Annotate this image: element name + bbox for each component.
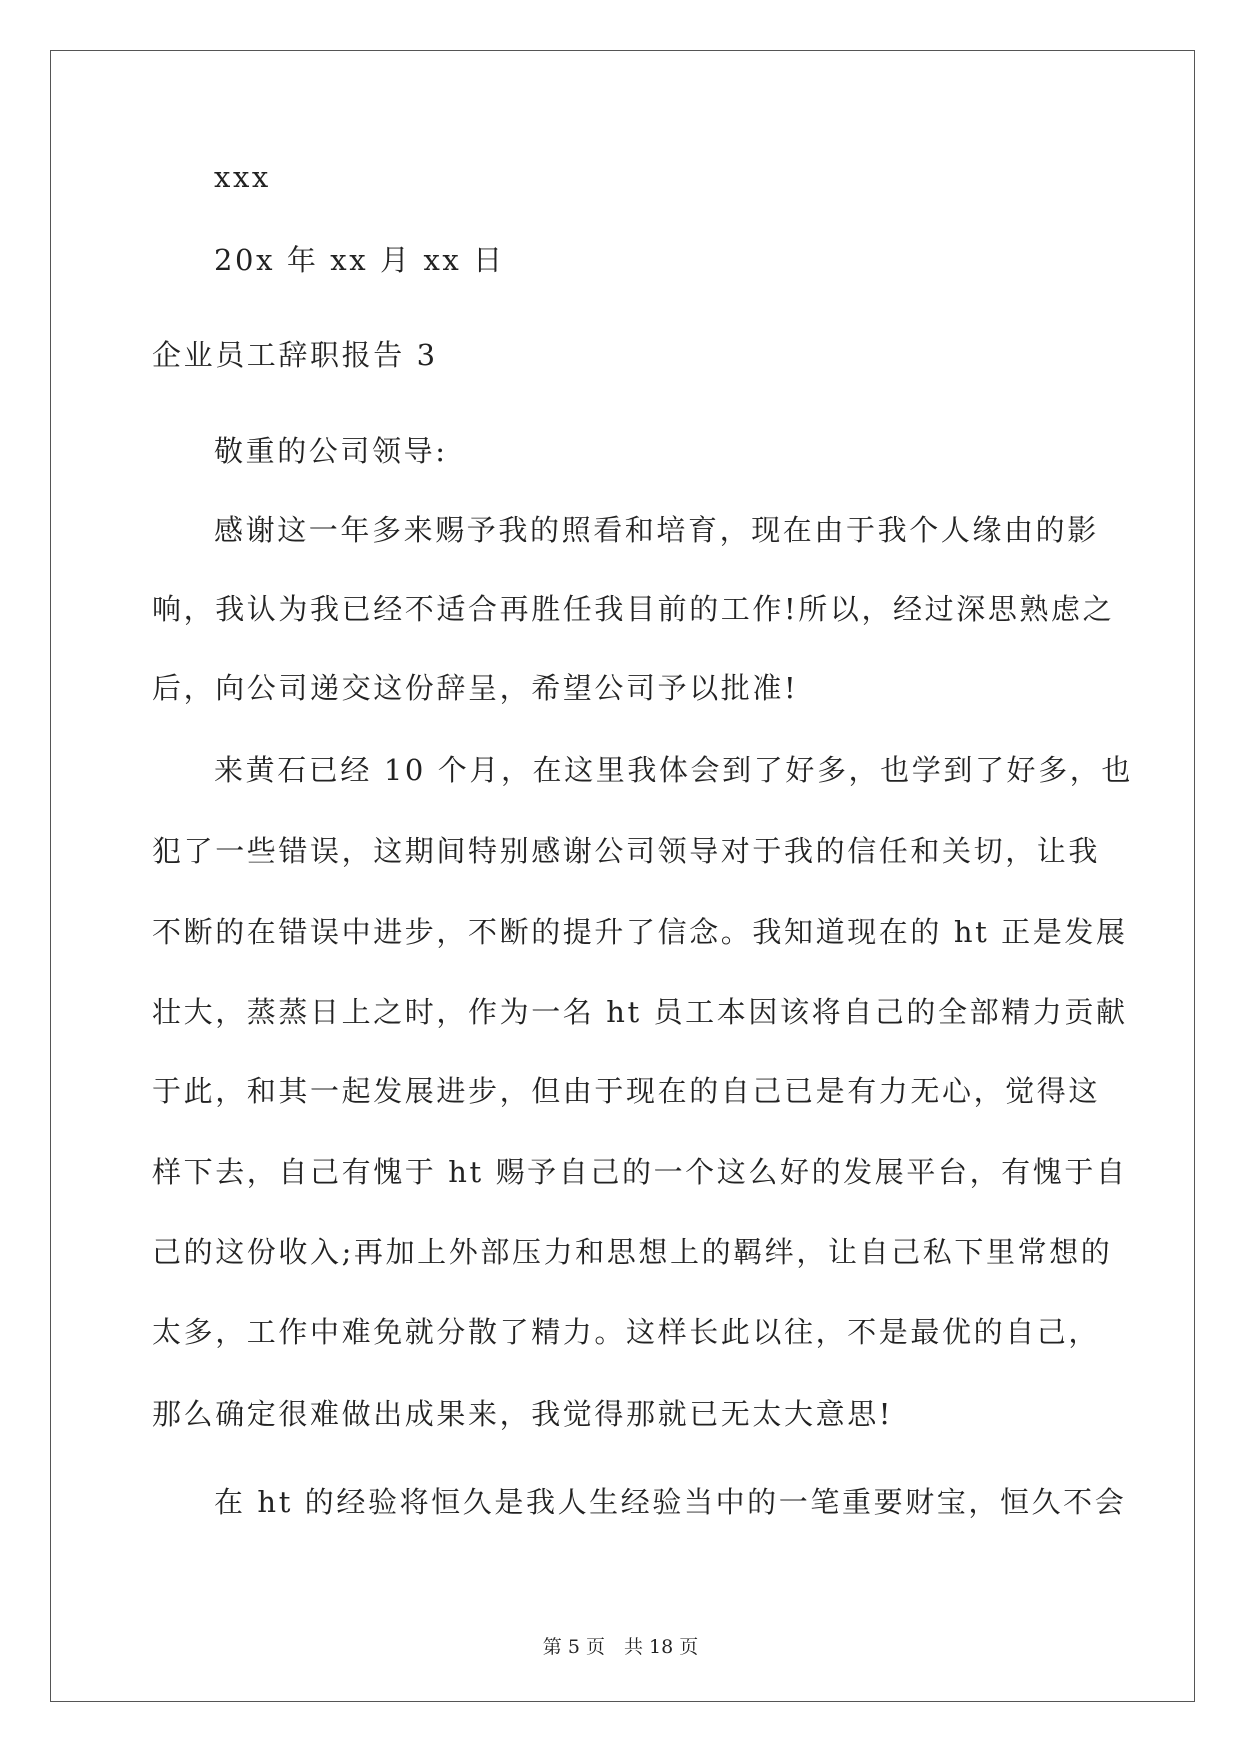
signature-date: 20x 年 xx 月 xx 日: [214, 243, 505, 277]
paragraph-line: 己的这份收入;再加上外部压力和思想上的羁绊，让自己私下里常想的: [152, 1235, 1113, 1269]
paragraph-line: 响，我认为我已经不适合再胜任我目前的工作!所以，经过深思熟虑之: [152, 592, 1115, 626]
page-number: 第 5 页 共 18 页: [542, 1636, 699, 1658]
salutation: 敬重的公司领导:: [214, 434, 448, 468]
paragraph-line: 壮大，蒸蒸日上之时，作为一名 ht 员工本因该将自己的全部精力贡献: [152, 995, 1128, 1029]
paragraph-line: 样下去，自己有愧于 ht 赐予自己的一个这么好的发展平台，有愧于自: [152, 1155, 1128, 1189]
paragraph-line: 不断的在错误中进步，不断的提升了信念。我知道现在的 ht 正是发展: [152, 915, 1128, 949]
page-border: [50, 50, 1195, 1702]
paragraph-line: 来黄石已经 10 个月，在这里我体会到了好多，也学到了好多，也: [214, 753, 1133, 787]
paragraph-line: 那么确定很难做出成果来，我觉得那就已无太大意思!: [152, 1397, 894, 1431]
signature-name: xxx: [214, 160, 271, 194]
paragraph-line: 犯了一些错误，这期间特别感谢公司领导对于我的信任和关切，让我: [152, 834, 1101, 868]
paragraph-line: 于此，和其一起发展进步，但由于现在的自己已是有力无心，觉得这: [152, 1074, 1101, 1108]
paragraph-line: 感谢这一年多来赐予我的照看和培育，现在由于我个人缘由的影: [214, 513, 1099, 547]
paragraph-line: 在 ht 的经验将恒久是我人生经验当中的一笔重要财宝，恒久不会: [214, 1485, 1127, 1519]
paragraph-line: 后，向公司递交这份辞呈，希望公司予以批准!: [152, 671, 799, 705]
section-title: 企业员工辞职报告 3: [152, 338, 438, 372]
paragraph-line: 太多，工作中难免就分散了精力。这样长此以往，不是最优的自己，: [152, 1315, 1101, 1349]
